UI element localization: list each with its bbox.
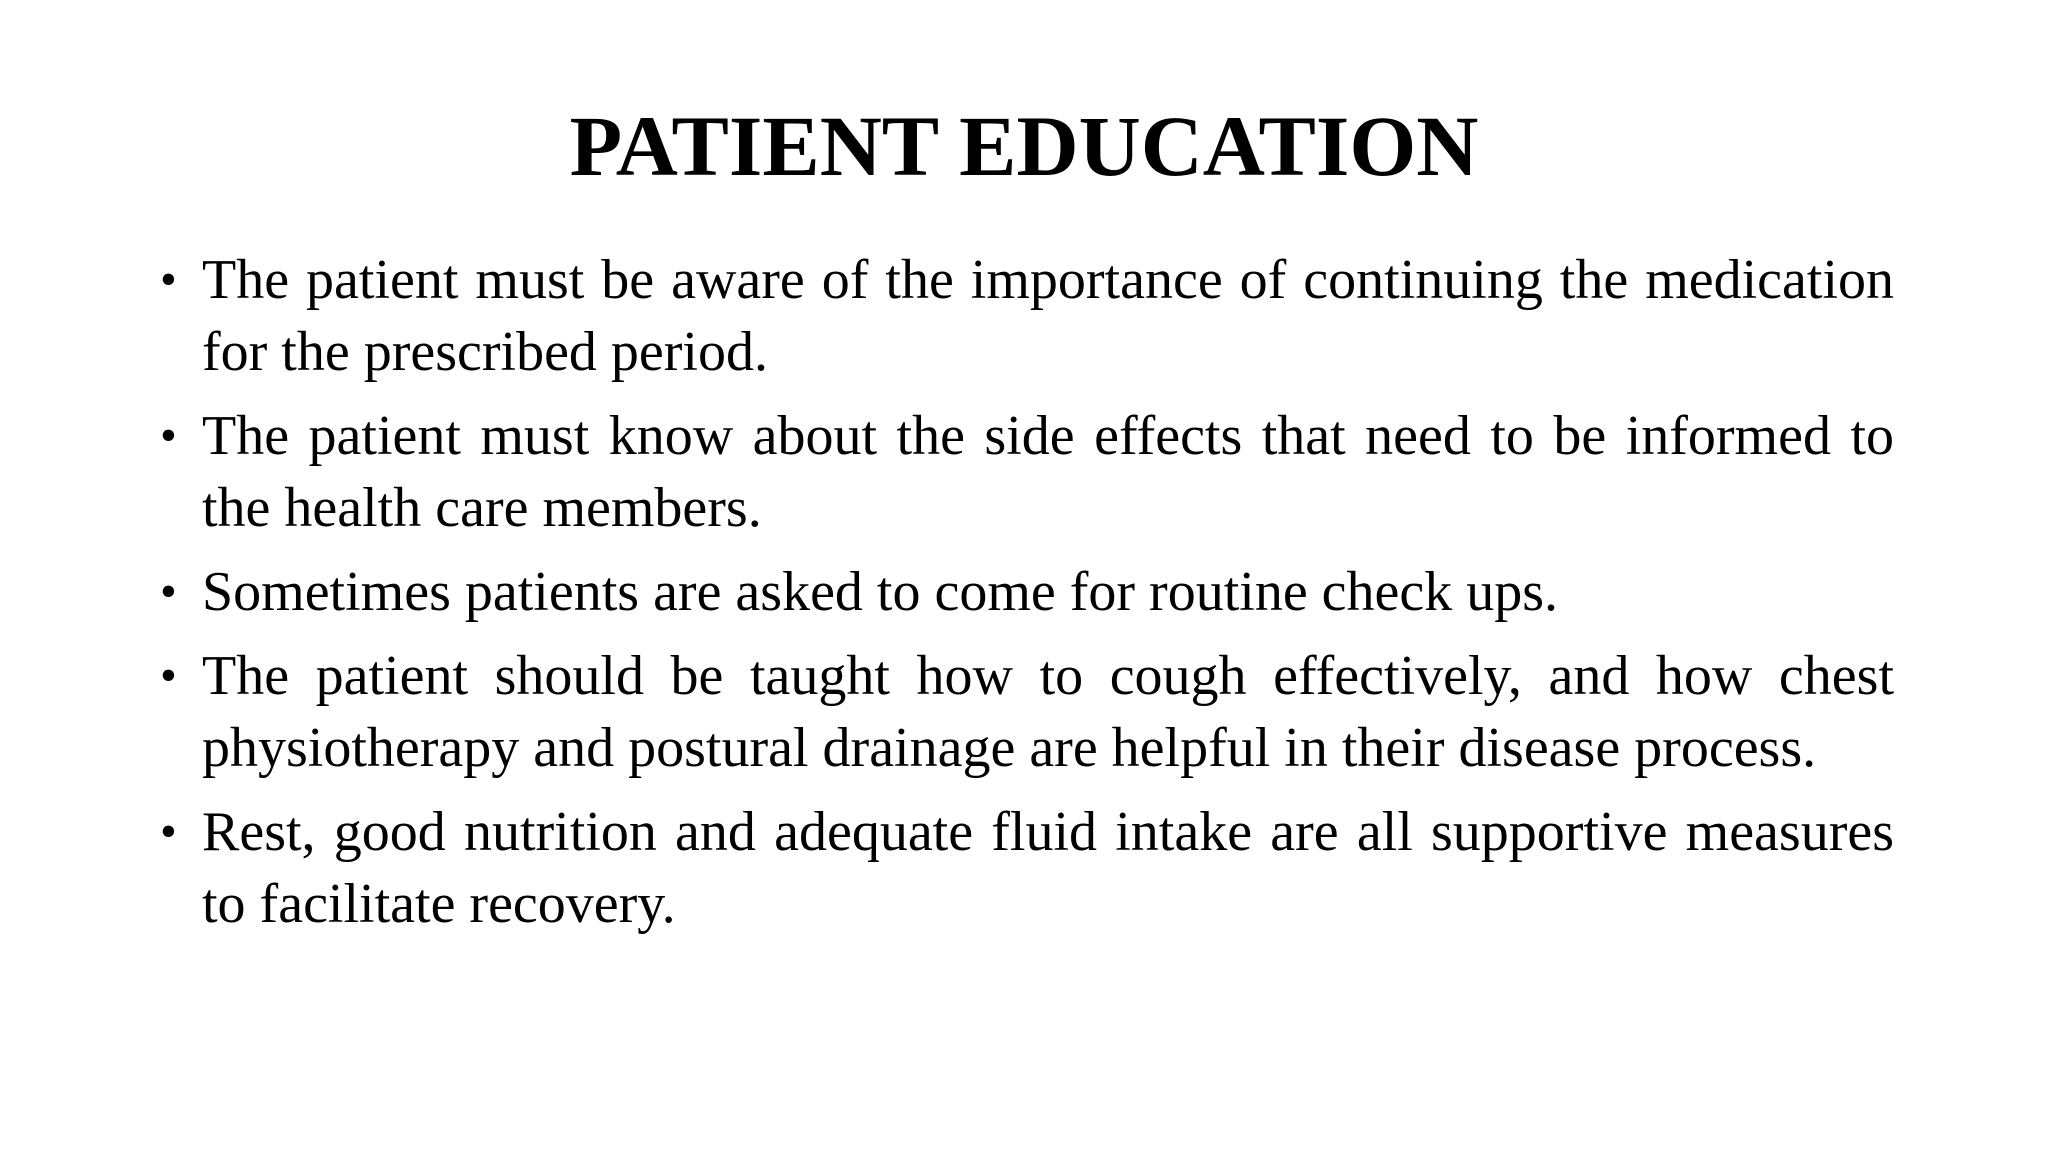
bullet-item bbox=[160, 556, 1894, 628]
bullet-item bbox=[160, 640, 1894, 784]
bullet-text: The patient should be taught how to cough effectively, and how chest physiotherapy and postural drainage are helpful in their disease process. bbox=[202, 645, 1894, 779]
bullet-text: Rest, good nutrition and adequate fluid intake are all supportive measures to facilitate recovery. bbox=[202, 801, 1894, 935]
bullet-icon: • bbox=[160, 409, 177, 462]
bullet-icon: • bbox=[160, 649, 177, 702]
bullet-text: Sometimes patients are asked to come for routine check ups. bbox=[202, 561, 1559, 623]
slide-title: PATIENT EDUCATION bbox=[569, 98, 1479, 194]
bullet-icon: • bbox=[160, 565, 177, 618]
bullet-item bbox=[160, 400, 1894, 544]
bullet-icon: • bbox=[160, 805, 177, 858]
bullet-item bbox=[160, 244, 1894, 388]
bullet-text: The patient must know about the side effects that need to be informed to the health care members. bbox=[202, 405, 1894, 539]
bullet-icon: • bbox=[160, 253, 177, 306]
bullet-list bbox=[160, 244, 1894, 952]
bullet-item bbox=[160, 796, 1894, 940]
bullet-text: The patient must be aware of the importance of continuing the medication for the prescribed period. bbox=[202, 249, 1894, 383]
